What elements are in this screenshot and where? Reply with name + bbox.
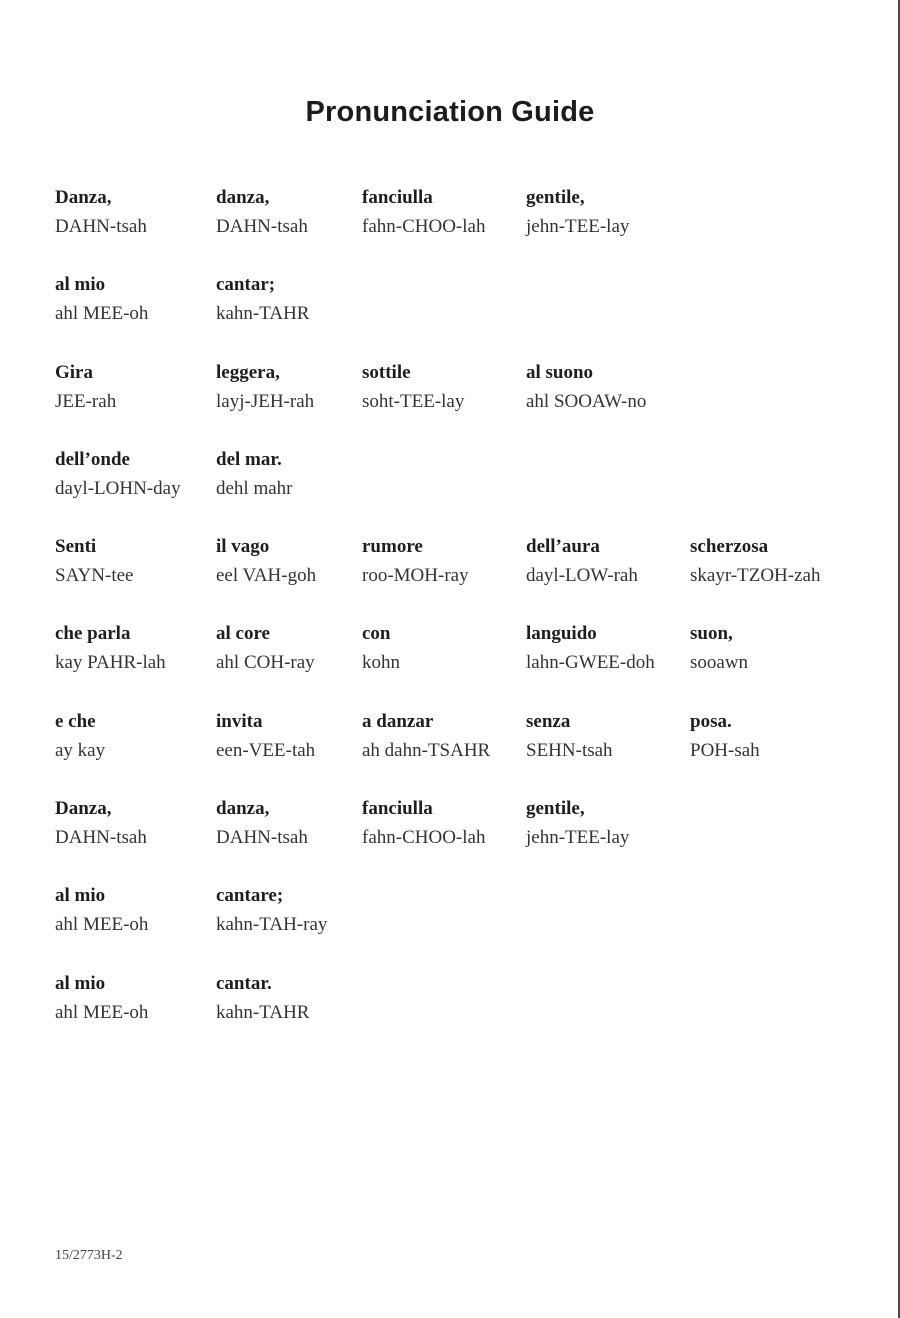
verse-line (55, 972, 895, 1059)
verse-line (55, 710, 895, 797)
pronunciation: SEHN-tsah (526, 739, 613, 761)
word-entry (55, 884, 148, 937)
pronunciation: DAHN-tsah (216, 216, 308, 237)
italian-word: del mar. (216, 448, 282, 470)
italian-word: danza, (216, 798, 270, 820)
word-entry (216, 273, 309, 326)
pronunciation: kay PAHR-lah (55, 652, 166, 674)
italian-word: Danza, (55, 798, 112, 820)
pronunciation: layj-JEH-rah (216, 390, 315, 412)
verse-line (55, 884, 895, 971)
italian-word: cantar. (216, 972, 272, 994)
italian-word: senza (526, 710, 571, 732)
pronunciation: ahl SOOAW-no (526, 390, 647, 412)
pronunciation: jehn-TEE-lay (526, 827, 630, 849)
verse-line (55, 797, 895, 884)
italian-word: Senti (55, 536, 97, 558)
pronunciation: dayl-LOW-rah (526, 565, 638, 587)
italian-word: Gira (55, 361, 93, 383)
word-entry (55, 710, 105, 763)
word-entry (362, 361, 464, 414)
italian-word: danza, (216, 187, 270, 208)
pronunciation: een-VEE-tah (216, 739, 316, 761)
word-entry (216, 622, 315, 675)
italian-word: che parla (55, 623, 131, 645)
italian-word: il vago (216, 536, 270, 558)
verse-line (55, 361, 895, 448)
pronunciation: ahl MEE-oh (55, 914, 149, 936)
word-entry (526, 361, 646, 414)
pronunciation: jehn-TEE-lay (526, 216, 630, 237)
pronunciation: eel VAH-goh (216, 565, 317, 587)
pronunciation: kohn (362, 652, 400, 674)
pronunciation: lahn-GWEE-doh (526, 652, 655, 674)
italian-word: a danzar (362, 710, 434, 732)
pronunciation: roo-MOH-ray (362, 565, 469, 587)
italian-word: al mio (55, 885, 106, 907)
word-entry (216, 884, 327, 937)
word-entry (362, 797, 485, 850)
pronunciation: ah dahn-TSAHR (362, 739, 491, 761)
pronunciation: ahl COH-ray (216, 652, 315, 674)
pronunciation: JEE-rah (55, 390, 117, 412)
pronunciation: fahn-CHOO-lah (362, 827, 486, 849)
verse-line (55, 535, 895, 622)
pronunciation: POH-sah (690, 739, 760, 761)
word-entry (526, 622, 655, 675)
word-entry (526, 186, 629, 239)
italian-word: e che (55, 710, 96, 732)
word-entry (362, 710, 490, 763)
pronunciation: DAHN-tsah (55, 827, 147, 849)
word-entry (55, 448, 181, 501)
italian-word: scherzosa (690, 536, 769, 558)
word-entry (216, 448, 293, 501)
word-entry (55, 535, 133, 588)
italian-word: rumore (362, 536, 423, 558)
word-entry (55, 622, 166, 675)
italian-word: al suono (526, 361, 594, 383)
italian-word: con (362, 623, 391, 645)
italian-word: gentile, (526, 187, 585, 208)
word-entry (216, 361, 314, 414)
word-entry (216, 710, 315, 763)
italian-word: al mio (55, 274, 106, 296)
italian-word: dell’aura (526, 536, 600, 558)
word-entry (362, 535, 469, 588)
pronunciation: DAHN-tsah (216, 827, 308, 849)
page-title: Pronunciation Guide (305, 96, 595, 128)
italian-word: al mio (55, 972, 106, 994)
italian-word: posa. (690, 710, 732, 732)
italian-word: gentile, (526, 798, 585, 820)
word-entry (216, 535, 316, 588)
pronunciation: DAHN-tsah (55, 216, 147, 237)
word-entry (526, 710, 613, 763)
italian-word: sottile (362, 361, 411, 383)
word-entry (55, 186, 147, 239)
word-entry (55, 972, 148, 1025)
word-entry (526, 797, 629, 850)
word-entry (362, 186, 485, 239)
pronunciation: ahl MEE-oh (55, 1001, 149, 1023)
italian-word: languido (526, 623, 597, 645)
italian-word: invita (216, 710, 263, 732)
word-entry (216, 797, 308, 850)
pronunciation: sooawn (690, 652, 749, 674)
pronunciation: ay kay (55, 739, 106, 761)
pronunciation: ahl MEE-oh (55, 303, 149, 325)
pronunciation: kahn-TAHR (216, 1001, 310, 1023)
word-entry (690, 535, 820, 588)
word-entry (690, 622, 748, 675)
pronunciation: kahn-TAHR (216, 303, 310, 325)
word-entry (690, 710, 760, 763)
verse-line (55, 622, 895, 709)
verse-line (55, 273, 895, 360)
word-entry (526, 535, 638, 588)
italian-word: leggera, (216, 361, 280, 383)
italian-word: fanciulla (362, 798, 433, 820)
pronunciation: soht-TEE-lay (362, 390, 465, 412)
verse-line (55, 186, 895, 273)
italian-word: suon, (690, 623, 733, 645)
pronunciation: kahn-TAH-ray (216, 914, 328, 936)
italian-word: al core (216, 623, 270, 645)
italian-word: Danza, (55, 187, 112, 208)
pronunciation: skayr-TZOH-zah (690, 565, 821, 587)
word-entry (216, 972, 309, 1025)
italian-word: dell’onde (55, 448, 130, 470)
pronunciation: fahn-CHOO-lah (362, 216, 486, 237)
word-entry (362, 622, 400, 675)
word-entry (55, 361, 116, 414)
word-entry (216, 186, 308, 239)
italian-word: cantare; (216, 885, 284, 907)
catalog-number: 15/2773H-2 (55, 1248, 123, 1263)
word-entry (55, 273, 148, 326)
pronunciation-table (55, 186, 895, 1059)
pronunciation: SAYN-tee (55, 565, 134, 587)
word-entry (55, 797, 147, 850)
pronunciation: dayl-LOHN-day (55, 477, 181, 499)
pronunciation: dehl mahr (216, 477, 293, 499)
italian-word: fanciulla (362, 187, 433, 208)
verse-line (55, 448, 895, 535)
italian-word: cantar; (216, 274, 276, 296)
